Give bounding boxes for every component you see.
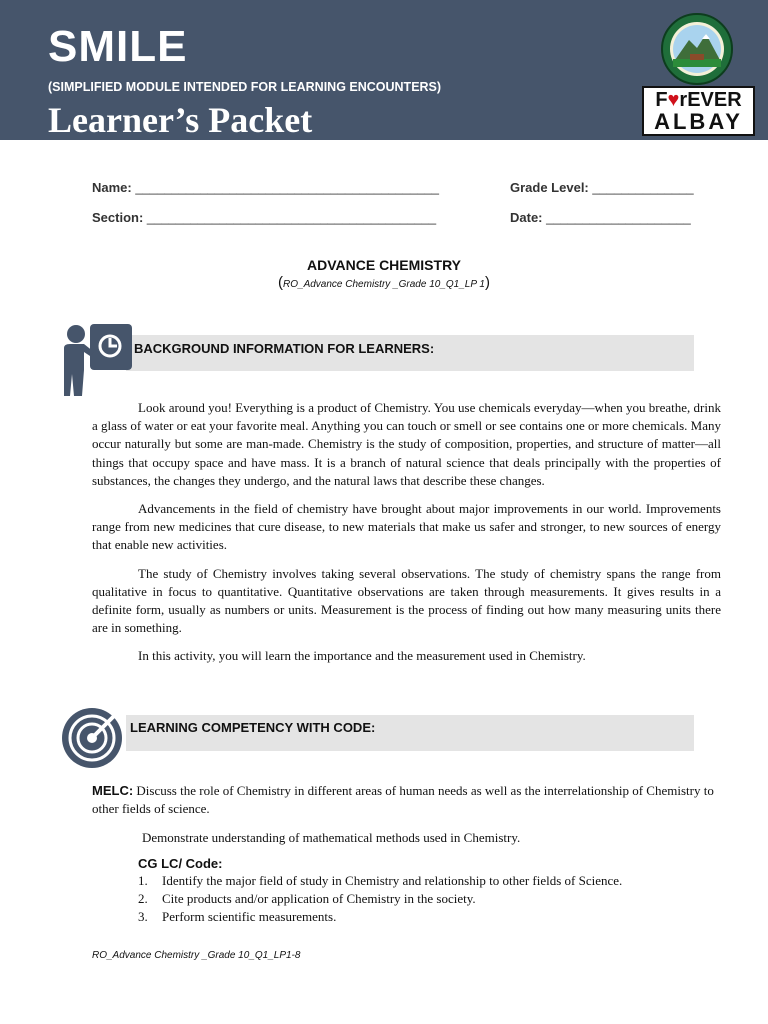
brand-title: SMILE — [48, 22, 188, 71]
footer-code: RO_Advance Chemistry _Grade 10_Q1_LP1-8 — [92, 950, 301, 961]
competency-list — [92, 872, 622, 927]
section-field[interactable]: Section: ________________________________________ — [92, 210, 437, 225]
date-field[interactable]: Date: ____________________ — [510, 210, 691, 225]
name-field[interactable]: Name: __________________________________________ — [92, 180, 440, 195]
list-item: 1. Identify the major field of study in Chemistry and relationship to other fields of Science. — [138, 873, 623, 888]
list-item: 2. Cite products and/or application of Chemistry in the society. — [138, 891, 476, 907]
document-title: ADVANCE CHEMISTRY — [306, 257, 461, 273]
melc-text: MELC: Discuss the role of Chemistry in different areas of human needs as well as the interrelationship of Chemistry to other fields of science. — [92, 783, 714, 817]
competency-heading: LEARNING COMPETENCY WITH CODE: — [130, 720, 376, 735]
heart-icon: ♥ — [667, 89, 680, 111]
target-icon — [60, 704, 126, 770]
forever-albay-logo: F♥rEVER ALBAY — [642, 86, 755, 136]
document-code: (RO_Advance Chemistry _Grade 10_Q1_LP 1) — [278, 274, 490, 291]
packet-title: Learner’s Packet — [48, 100, 313, 140]
deped-seal-icon — [654, 12, 740, 86]
list-item: 3. Perform scientific measurements. — [138, 909, 337, 925]
demonstrate-text: Demonstrate understanding of mathematical methods used in Chemistry. — [142, 830, 521, 845]
background-heading: BACKGROUND INFORMATION FOR LEARNERS: — [134, 341, 435, 356]
brand-subtitle: (SIMPLIFIED MODULE INTENDED FOR LEARNING ENCOUNTERS) — [48, 80, 442, 94]
grade-level-field[interactable]: Grade Level: ______________ — [510, 180, 694, 195]
cg-code-label: CG LC/ Code: — [138, 856, 223, 871]
background-text: Look around you! Everything is a product of Chemistry. You use chemicals everyday—when you breathe, drink a glass of water or eat your favorite meal. Anything you can touch or smell or see contains one or more chemicals. Many occur naturally but some are man-made. Chemistry is the study of composition, properties, and structure of matter—all things that occupy space and have mass. It is a branch of natural science that deals principally with the properties of substances, the changes they undergo, and the natural laws that describe these changes. Advancements in the field of chemistry have brought about major improvements in our world. Improvements range from new medicines that cure disease, to new materials that make us safer and stronger, to new sources of energy that enable new activities. The study of Chemistry involves taking several observations. The study of chemistry spans the range from qualitative in focus to quantitative. Quantitative observations are taken through measurements. It gives results in a definite form, usually as numbers or units. Measurement is the process of finding out how many measuring units there are in something. In this activity, you will learn the importance and the measurement used in Chemistry. — [92, 400, 721, 664]
presenter-chart-icon — [60, 322, 136, 398]
